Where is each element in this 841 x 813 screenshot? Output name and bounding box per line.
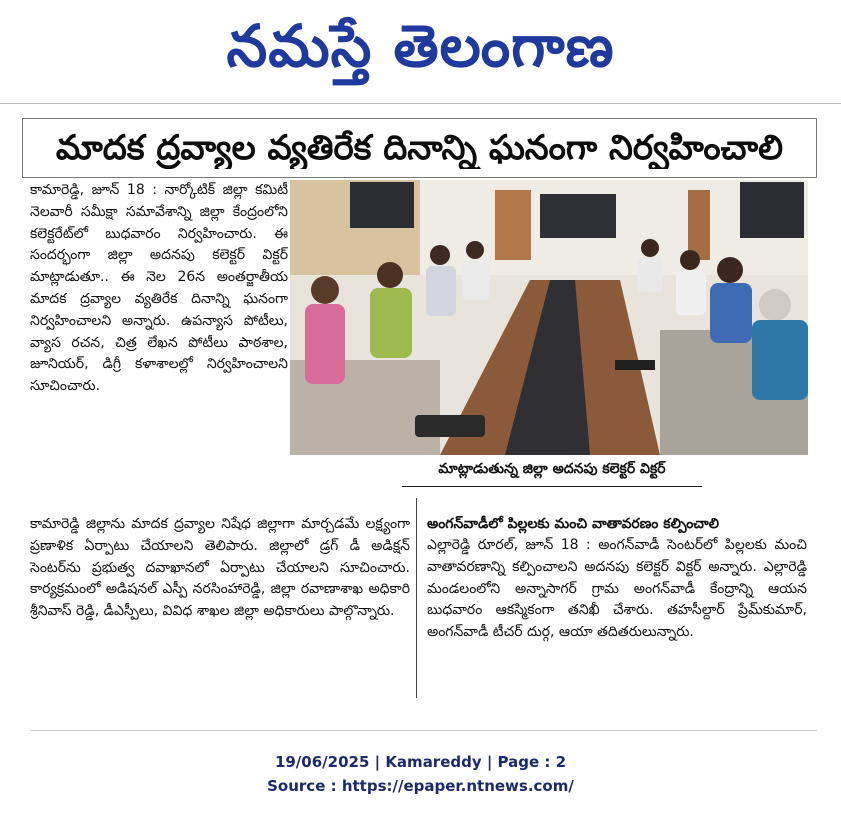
meeting-photo-illustration bbox=[290, 180, 808, 455]
sub-story-headline: అంగన్‌వాడీలో పిల్లలకు మంచి వాతావరణం కల్పించాలి bbox=[427, 516, 719, 532]
newspaper-logo: నమస్తే తెలంగాణ bbox=[226, 12, 615, 80]
article-bottom-column bbox=[30, 514, 410, 623]
footer-source: Source : https://epaper.ntnews.com/ bbox=[267, 777, 574, 795]
masthead bbox=[0, 0, 841, 104]
meeting-photo bbox=[290, 180, 808, 455]
article-bottom-rule bbox=[30, 730, 817, 731]
article-headline: మాదక ద్రవ్యాల వ్యతిరేక దినాన్ని ఘనంగా నిర్వహించాలి bbox=[55, 128, 784, 168]
photo-caption: మాట్లాడుతున్న జిల్లా అదనపు కలెక్టర్ విక్టర్ bbox=[438, 461, 666, 477]
masthead-divider bbox=[0, 103, 841, 104]
article-left-column bbox=[30, 180, 288, 398]
sub-story-body: ఎల్లారెడ్డి రూరల్, జూన్ 18 : అంగన్‌వాడీ సెంటర్‌లో పిల్లలకు మంచి వాతావరణాన్ని కల్పించాలని అదనపు కలెక్టర్ విక్టర్ అన్నారు. ఎల్లారెడ్డి మండలంలోని అన్నాసాగర్ గ్రామ అంగన్‌వాడీ కేంద్రాన్ని ఆయన బుధవారం ఆకస్మికంగా తనిఖీ చేశారు. తహసీల్దార్ ప్రేమ్‌కుమార్, అంగన్‌వాడీ టీచర్ దుర్గ, ఆయా తదితరులున్నారు. bbox=[427, 537, 807, 641]
sub-story bbox=[427, 513, 807, 644]
caption-underline bbox=[402, 486, 702, 487]
article-left-text: కామారెడ్డి, జూన్ 18 : నార్కోటిక్ జిల్లా కమిటీ నెలవారీ సమీక్షా సమావేశాన్ని జిల్లా కేంద్రంలోని కలెక్టరేట్‌లో బుధవారం నిర్వహించారు. ఈ సందర్భంగా జిల్లా అదనపు కలెక్టర్ విక్టర్ మాట్లాడుతూ.. ఈ నెల 26న అంతర్జాతీయ మాదక ద్రవ్యాల వ్యతిరేక దినాన్ని ఘనంగా నిర్వహించాలని అన్నారు. ఉపన్యాస పోటీలు, వ్యాస రచన, చిత్ర లేఖన పోటీలు పాఠశాల, జూనియర్, డిగ్రీ కళాశాలల్లో నిర్వహించాలని సూచించారు. bbox=[30, 182, 288, 395]
headline-box bbox=[22, 118, 817, 178]
page-footer bbox=[0, 750, 841, 798]
article bbox=[22, 118, 817, 733]
article-bottom-text: కామారెడ్డి జిల్లాను మాదక ద్రవ్యాల నిషేధ జిల్లాగా మార్చడమే లక్ష్యంగా ప్రణాళిక ఏర్పాటు చేయాలని తెలిపారు. జిల్లాలో డ్రగ్ డీ అడిక్షన్ సెంటర్‌ను ప్రభుత్వ దవాఖానలో ఏర్పాటు చేయాలని సూచించారు. కార్యక్రమంలో అడిషనల్ ఎస్పీ నరసింహారెడ్డి, జిల్లా రవాణాశాఖ అధికారి శ్రీనివాస్ రెడ్డి, డీఎస్పీలు, వివిధ శాఖల జిల్లా అధికారులు పాల్గొన్నారు. bbox=[30, 516, 410, 620]
footer-meta: 19/06/2025 | Kamareddy | Page : 2 bbox=[274, 753, 567, 771]
column-divider bbox=[416, 498, 417, 698]
